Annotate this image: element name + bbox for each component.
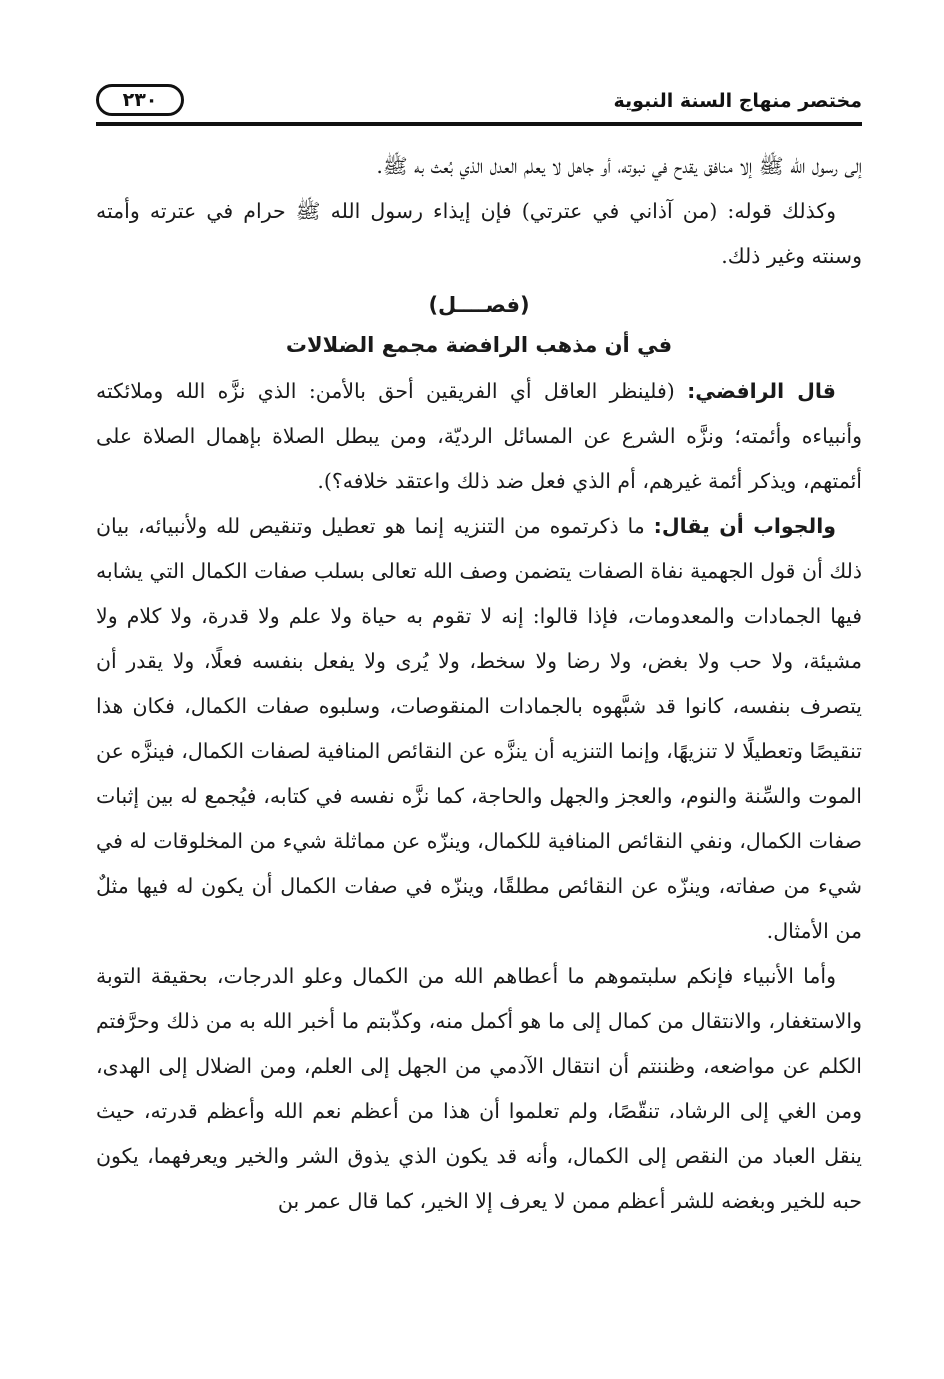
header-rule (96, 122, 862, 126)
paragraph-4-lead: والجواب أن يقال: (653, 514, 836, 538)
page-number: ٢٣٠ (96, 84, 184, 116)
section-heading: (فصــــل) (428, 293, 530, 317)
paragraph-5: وأما الأنبياء فإنكم سلبتموهم ما أعطاهم الله من الكمال وعلو الدرجات، بحقيقة التوبة والاستغفار، والانتقال من كمال إلى ما هو أكمل منه، وكذّبتم ما أخبر الله به من ذلك وحرَّفتم الكلم عن مواضعه، وظننتم أن انتقال الآدمي من الجهل إلى العلم، ومن الضلال إلى الهدى، ومن الغي إلى الرشاد، تنقّصًا، ولم تعلموا أن هذا من أعظم نعم الله وأعظم قدرته، حيث ينقل العباد من النقص إلى الكمال، وأنه قد يكون الذي يذوق الشر والخير ويعرفهما، يكون حبه للخير وبغضه للشر أعظم ممن لا يعرف إلا الخير، كما قال عمر بن (96, 964, 862, 1213)
paragraph-2: وكذلك قوله: (من آذاني في عترتي) فإن إيذاء رسول الله ﷺ حرام في عترته وأمته وسنته وغير ذلك. (96, 199, 862, 268)
header-title: مختصر منهاج السنة النبوية (613, 90, 862, 112)
section-subheading: في أن مذهب الرافضة مجمع الضلالات (285, 333, 673, 357)
paragraph-4-text: ما ذكرتموه من التنزيه إنما هو تعطيل وتنقيص لله ولأنبيائه، بيان ذلك أن قول الجهمية نفاة الصفات يتضمن وصف الله تعالى بسلب صفات الكمال التي يشابه فيها الجمادات والمعدومات، فإذا قالوا: إنه لا تقوم به حياة ولا علم ولا قدرة، ولا كلام ولا مشيئة، ولا حب ولا بغض، ولا رضا ولا سخط، ولا يُرى ولا يفعل بنفسه فعلًا، ولا يقدر أن يتصرف بنفسه، كانوا قد شبَّهوه بالجمادات المنقوصات، وسلبوه صفات الكمال، فكان هذا تنقيصًا وتعطيلًا لا تنزيهًا، وإنما التنزيه أن ينزَّه عن النقائص المنافية لصفات الكمال، فينزَّه عن الموت والسِّنة والنوم، والعجز والجهل والحاجة، كما نزَّه نفسه في كتابه، فيُجمع له بين إثبات صفات الكمال، ونفي النقائص المنافية للكمال، وينزّه عن مماثلة شيء من المخلوقات له في شيء من صفاته، وينزّه عن النقائص مطلقًا، وينزّه في صفات الكمال أن يكون له فيها مثلٌ من الأمثال. (96, 514, 862, 943)
body-text (96, 144, 862, 1224)
paragraph-4 (96, 504, 862, 954)
paragraph-3-text: (فلينظر العاقل أي الفريقين أحق بالأمن: الذي نزَّه الله وملائكته وأنبياءه وأئمته؛ ونزَّه الشرع عن المسائل الرديّة، ومن يبطل الصلاة بإهمال الصلاة على أئمتهم، ويذكر أئمة غيرهم، أم الذي فعل ضد ذلك واعتقد خلافه؟). (96, 379, 862, 493)
paragraph-3-lead: قال الرافضي: (687, 379, 836, 403)
paragraph-3 (96, 369, 862, 504)
running-header (96, 84, 862, 124)
paragraph-1: إلى رسول الله ﷺ إلا منافق يقدح في نبوته، أو جاهل لا يعلم العدل الذي بُعث به ﷺ. (376, 154, 862, 178)
